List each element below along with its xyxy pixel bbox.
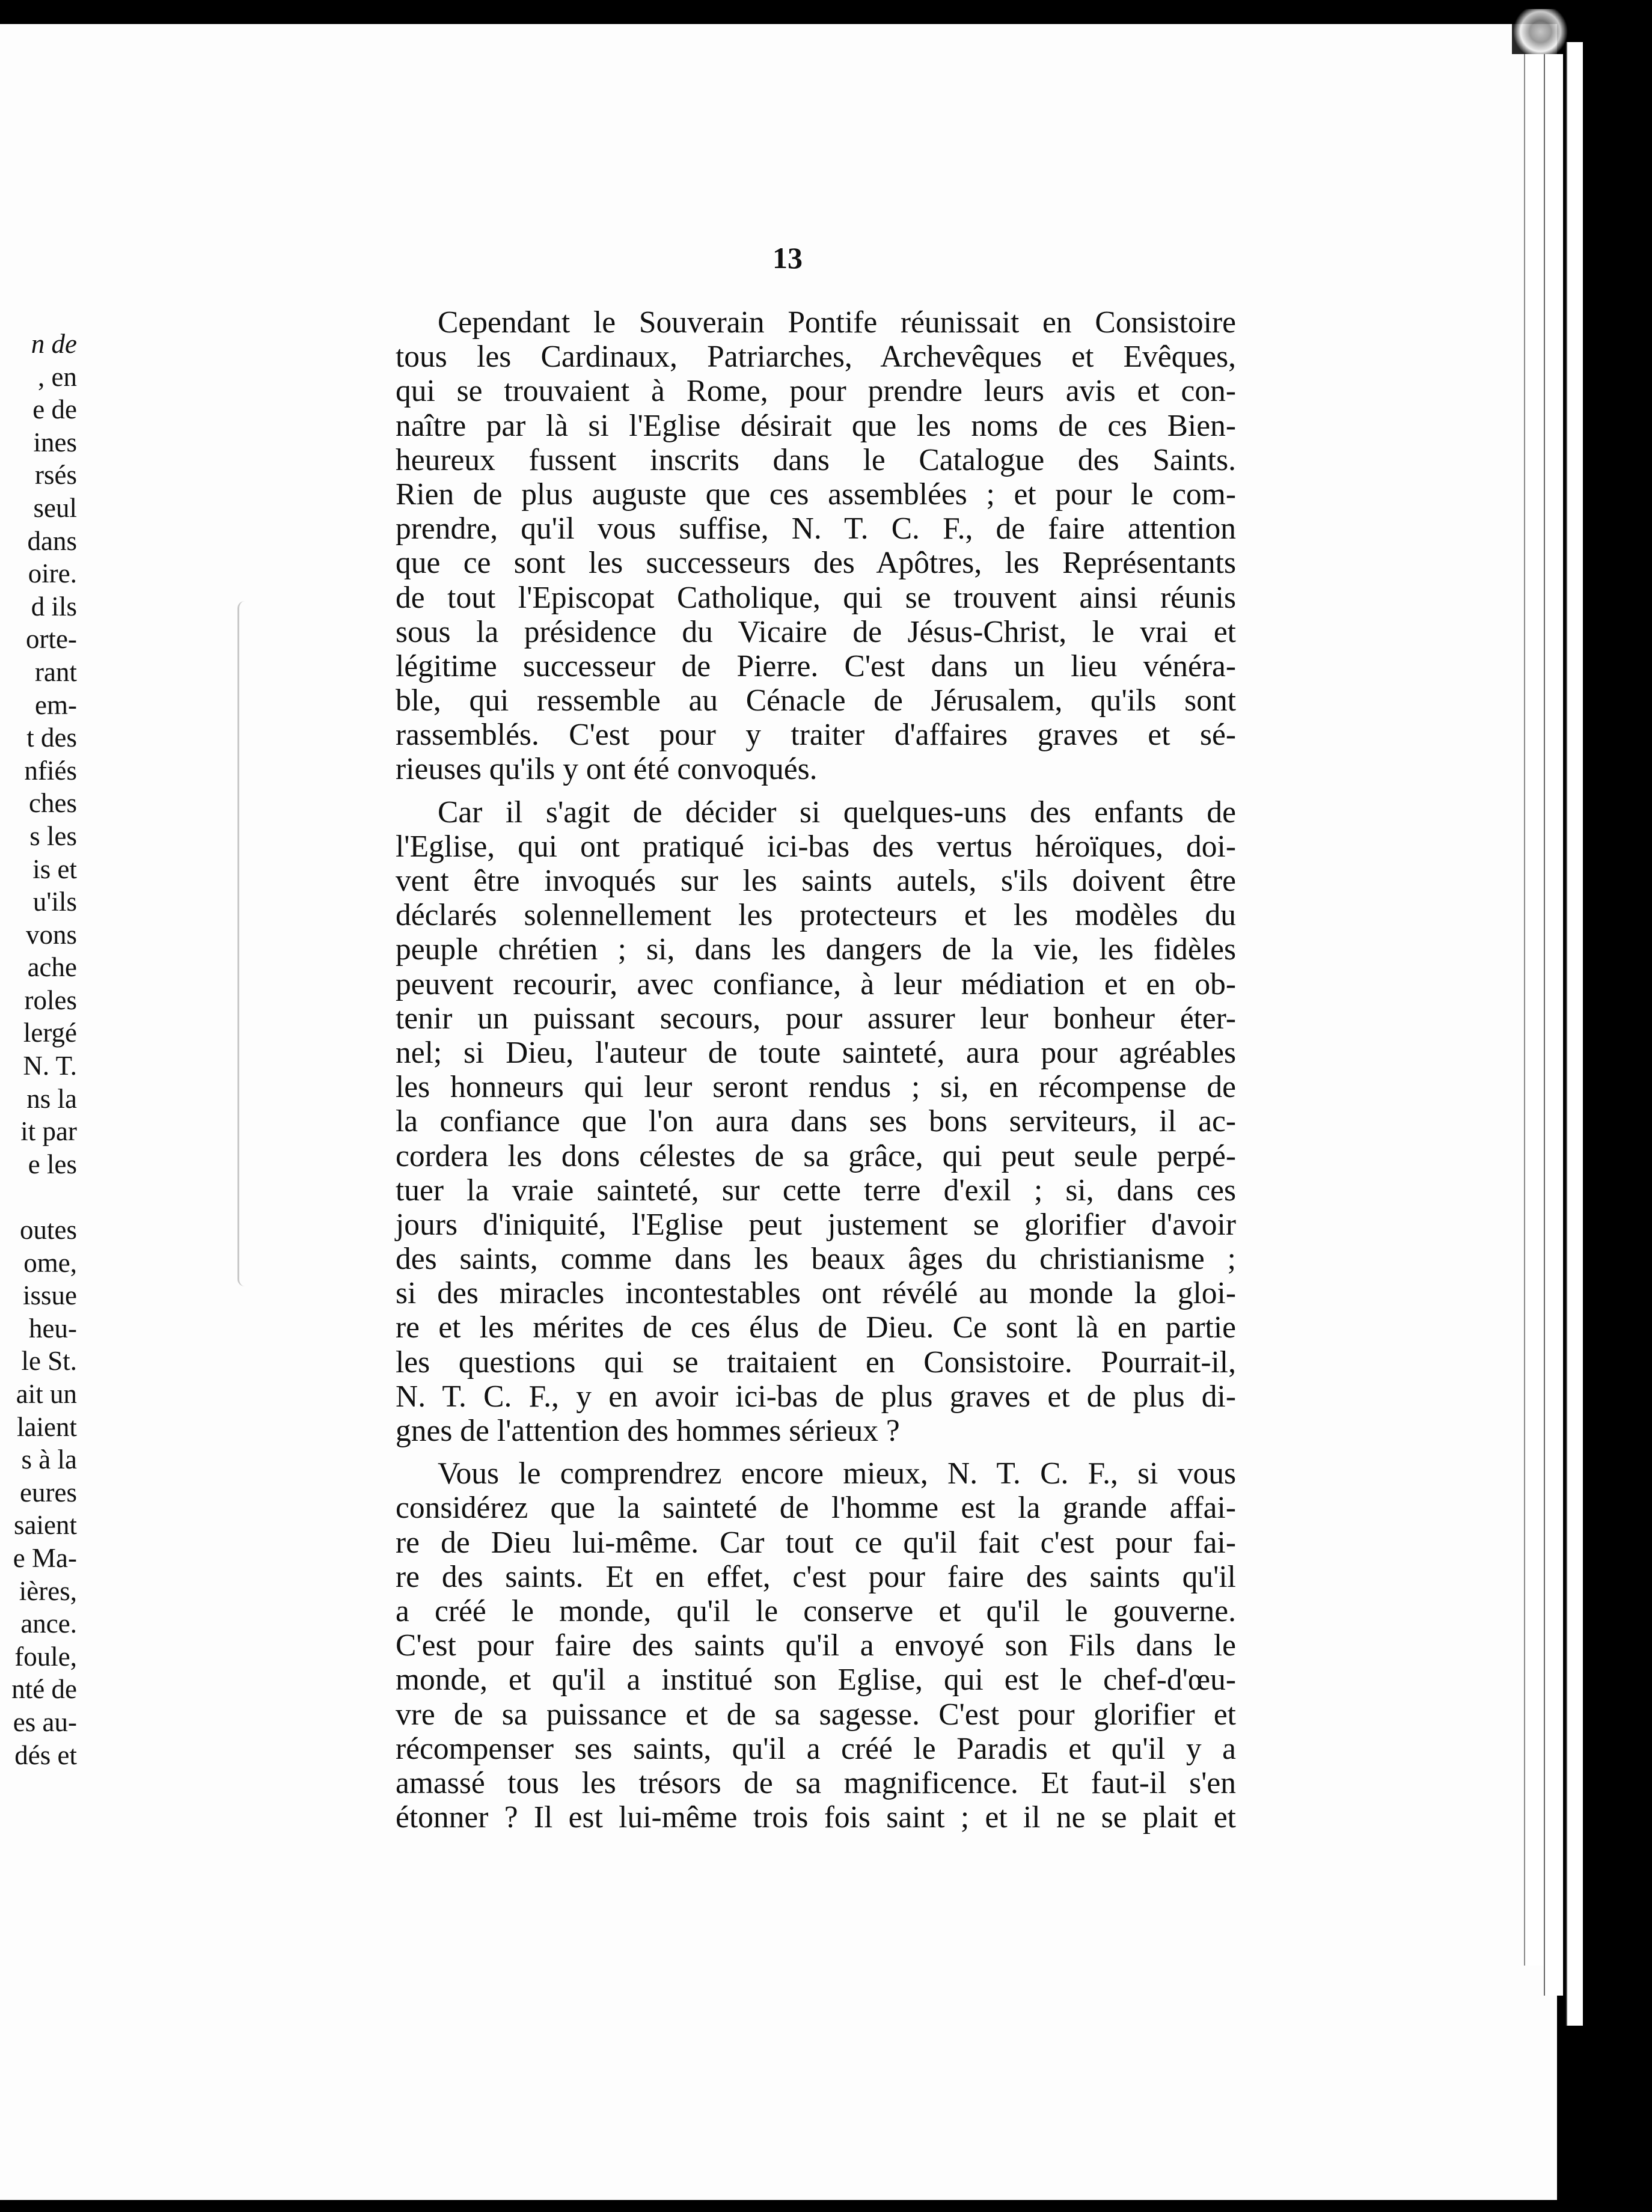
left-fragment-line: ait un bbox=[16, 1379, 77, 1409]
left-fragment-line: e de bbox=[32, 394, 77, 425]
text-line: gnes de l'attention des hommes sérieux ? bbox=[396, 1414, 900, 1448]
left-fragment-line: ches bbox=[29, 788, 77, 819]
paragraph-gap bbox=[396, 1448, 1236, 1456]
left-fragment-line: laient bbox=[17, 1411, 77, 1442]
left-fragment-line: u'ils bbox=[32, 887, 77, 917]
text-line: légitime successeur de Pierre. C'est dans un lieu vénéra- bbox=[396, 649, 1236, 683]
left-page-fragment bbox=[0, 328, 77, 1771]
left-fragment-line: vons bbox=[25, 919, 77, 950]
left-fragment-line: nté de bbox=[11, 1674, 77, 1705]
left-fragment-line: s à la bbox=[21, 1444, 77, 1475]
text-line: récompenser ses saints, qu'il a créé le Paradis et qu'il y a bbox=[396, 1731, 1236, 1766]
gutter-fold-mark bbox=[237, 601, 252, 1286]
left-fragment-line: ance. bbox=[20, 1609, 77, 1639]
text-line: les questions qui se traitaient en Consistoire. Pourrait-il, bbox=[396, 1345, 1236, 1379]
left-fragment-line: nfiés bbox=[24, 755, 77, 786]
left-fragment-line: foule, bbox=[14, 1641, 77, 1672]
left-fragment-line: ome, bbox=[23, 1247, 77, 1278]
page-edge bbox=[1544, 54, 1563, 1996]
body-text bbox=[396, 305, 1236, 1835]
left-fragment-line: e Ma- bbox=[13, 1542, 77, 1573]
text-line: re de Dieu lui-même. Car tout ce qu'il fait c'est pour fai- bbox=[396, 1525, 1236, 1560]
left-fragment-line: dans bbox=[27, 525, 77, 556]
left-fragment-line: it par bbox=[20, 1116, 77, 1147]
text-line: Rien de plus auguste que ces assemblées ; et pour le com- bbox=[396, 477, 1236, 512]
text-line: cordera les dons célestes de sa grâce, qui peut seule perpé- bbox=[396, 1138, 1236, 1173]
text-line: prendre, qu'il vous suffise, N. T. C. F., de faire attention bbox=[396, 512, 1236, 546]
left-fragment-line: heu- bbox=[29, 1313, 77, 1343]
text-line: tous les Cardinaux, Patriarches, Archevêques et Evêques, bbox=[396, 340, 1236, 374]
text-line: vent être invoqués sur les saints autels, s'ils doivent être bbox=[396, 864, 1236, 898]
left-fragment-line: , en bbox=[38, 361, 77, 392]
left-fragment-line: ines bbox=[33, 427, 77, 457]
left-fragment-line: n de bbox=[31, 329, 77, 359]
left-fragment-line: seul bbox=[33, 492, 77, 523]
text-line: si des miracles incontestables ont révélé au monde la gloi- bbox=[396, 1276, 1236, 1311]
left-fragment-line: dés et bbox=[14, 1740, 77, 1770]
paragraph bbox=[396, 305, 1236, 787]
text-line: C'est pour faire des saints qu'il a envoyé son Fils dans le bbox=[396, 1628, 1236, 1663]
text-line: N. T. C. F., y en avoir ici-bas de plus graves et de plus di- bbox=[396, 1379, 1236, 1414]
text-line: la confiance que l'on aura dans ses bons serviteurs, il ac- bbox=[396, 1104, 1236, 1139]
page-edge bbox=[1524, 54, 1543, 1966]
left-fragment-line: rsés bbox=[35, 460, 77, 490]
paragraph-gap bbox=[396, 787, 1236, 795]
left-fragment-line: outes bbox=[20, 1215, 77, 1245]
text-line: peuple chrétien ; si, dans les dangers de la vie, les fidèles bbox=[396, 932, 1236, 967]
left-fragment-line: rant bbox=[35, 656, 77, 687]
left-fragment-line: e les bbox=[28, 1149, 77, 1179]
left-fragment-line: d ils bbox=[31, 591, 77, 622]
left-fragment-line: eures bbox=[20, 1477, 77, 1508]
text-line: l'Eglise, qui ont pratiqué ici-bas des vertus héroïques, doi- bbox=[396, 829, 1236, 864]
text-line: rassemblés. C'est pour y traiter d'affaires graves et sé- bbox=[396, 718, 1236, 753]
left-fragment-line: saient bbox=[14, 1510, 77, 1541]
text-line: de tout l'Episcopat Catholique, qui se trouvent ainsi réunis bbox=[396, 580, 1236, 615]
text-line: Vous le comprendrez encore mieux, N. T. C. F., si vous bbox=[438, 1456, 1236, 1491]
page-number: 13 bbox=[772, 241, 803, 275]
left-fragment-line: lergé bbox=[23, 1018, 77, 1048]
text-line: qui se trouvaient à Rome, pour prendre leurs avis et con- bbox=[396, 374, 1236, 409]
left-fragment-line: em- bbox=[35, 689, 77, 720]
left-fragment-line bbox=[0, 1181, 77, 1214]
text-line: Car il s'agit de décider si quelques-uns des enfants de bbox=[438, 795, 1236, 830]
text-line: ble, qui ressemble au Cénacle de Jérusalem, qu'ils sont bbox=[396, 683, 1236, 718]
left-fragment-line: ières, bbox=[19, 1575, 77, 1606]
text-line: rieuses qu'ils y ont été convoqués. bbox=[396, 752, 818, 787]
left-fragment-line: N. T. bbox=[23, 1051, 77, 1081]
text-line: que ce sont les successeurs des Apôtres, les Représentants bbox=[396, 546, 1236, 581]
text-line: tenir un puissant secours, pour assurer leur bonheur éter- bbox=[396, 1001, 1236, 1036]
torn-page-corner bbox=[1512, 9, 1569, 54]
text-line: re des saints. Et en effet, c'est pour faire des saints qu'il bbox=[396, 1559, 1236, 1594]
text-line: naître par là si l'Eglise désirait que les noms de ces Bien- bbox=[396, 408, 1236, 443]
text-line: heureux fussent inscrits dans le Catalogue des Saints. bbox=[396, 442, 1236, 477]
left-fragment-line: issue bbox=[23, 1280, 77, 1311]
text-line: jours d'iniquité, l'Eglise peut justement se glorifier d'avoir bbox=[396, 1207, 1236, 1242]
text-line: considérez que la sainteté de l'homme est la grande affai- bbox=[396, 1491, 1236, 1526]
text-line: amassé tous les trésors de sa magnificence. Et faut-il s'en bbox=[396, 1765, 1236, 1800]
left-fragment-line: s les bbox=[29, 820, 77, 851]
text-line: déclarés solennellement les protecteurs et les modèles du bbox=[396, 898, 1236, 933]
text-line: a créé le monde, qu'il le conserve et qu'il le gouverne. bbox=[396, 1593, 1236, 1628]
left-fragment-line: ache bbox=[27, 952, 77, 983]
text-line: des saints, comme dans les beaux âges du christianisme ; bbox=[396, 1242, 1236, 1277]
text-line: sous la présidence du Vicaire de Jésus-Christ, le vrai et bbox=[396, 614, 1236, 649]
left-fragment-line: es au- bbox=[13, 1706, 77, 1737]
left-fragment-line: roles bbox=[24, 985, 77, 1015]
text-line: vre de sa puissance et de sa sagesse. C'est pour glorifier et bbox=[396, 1697, 1236, 1732]
left-fragment-line: oire. bbox=[28, 558, 77, 589]
text-line: nel; si Dieu, l'auteur de toute sainteté, aura pour agréables bbox=[396, 1035, 1236, 1070]
paragraph bbox=[396, 1456, 1236, 1835]
left-fragment-line: is et bbox=[32, 854, 77, 884]
text-line: re et les mérites de ces élus de Dieu. Ce sont là en partie bbox=[396, 1310, 1236, 1345]
text-line: les honneurs qui leur seront rendus ; si, en récompense de bbox=[396, 1070, 1236, 1105]
paragraph bbox=[396, 795, 1236, 1449]
left-fragment-line: le St. bbox=[21, 1346, 77, 1376]
left-fragment-line: ns la bbox=[26, 1083, 77, 1114]
text-line: Cependant le Souverain Pontife réunissait en Consistoire bbox=[438, 305, 1236, 340]
text-line: monde, et qu'il a institué son Eglise, qui est le chef-d'œu- bbox=[396, 1663, 1236, 1697]
page-edge bbox=[1566, 42, 1583, 2026]
left-fragment-line: t des bbox=[26, 723, 77, 753]
left-fragment-line: orte- bbox=[26, 624, 77, 655]
text-line: peuvent recourir, avec confiance, à leur médiation et en ob- bbox=[396, 967, 1236, 1001]
text-line: tuer la vraie sainteté, sur cette terre d'exil ; si, dans ces bbox=[396, 1173, 1236, 1208]
text-line: étonner ? Il est lui-même trois fois saint ; et il ne se plait et bbox=[396, 1800, 1236, 1835]
